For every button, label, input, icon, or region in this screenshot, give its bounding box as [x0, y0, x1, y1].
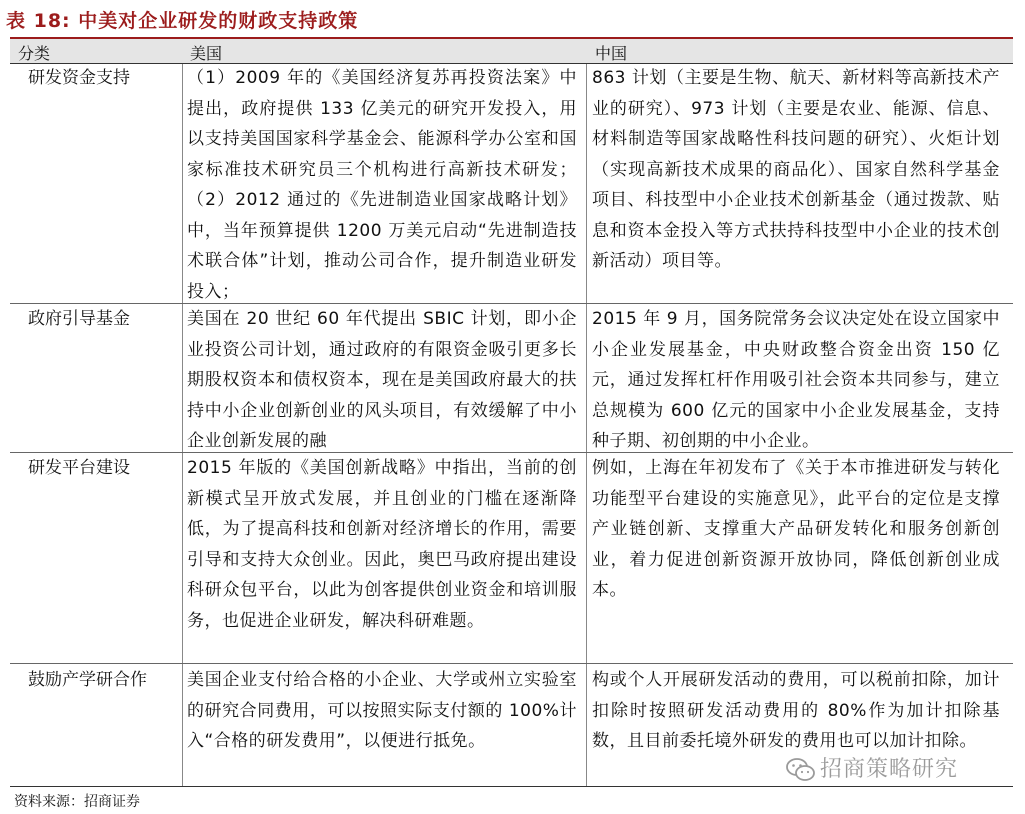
source-note: 资料来源：招商证券: [14, 794, 140, 810]
watermark-text: 招商策略研究: [820, 757, 959, 782]
row-divider: [10, 663, 1013, 664]
row-category: 研发平台建设: [28, 458, 130, 478]
table-row: [10, 304, 1013, 449]
header-us: 美国: [190, 44, 223, 63]
row-us-text: 美国在 20 世纪 60 年代提出 SBIC 计划，即小企业投资公司计划，通过政府的有限资金吸引更多长期股权资本和债权资本，现在是美国政府最大的扶持中小企业创新创业的风头项目，有效缓解了中小企业创新发展的融: [187, 309, 577, 451]
row-cn-text: 2015 年 9 月，国务院常务会议决定处在设立国家中小企业发展基金，中央财政整合资金出资 150 亿元，通过发挥杠杆作用吸引社会资本共同参与，建立总规模为 600 亿元的国家中小企业发展基金，支持种子期、初创期的中小企业。: [592, 309, 1000, 451]
table-row: [10, 63, 1013, 303]
row-cn-text: 例如，上海在年初发布了《关于本市推进研发与转化功能型平台建设的实施意见》，此平台的定位是支撑产业链创新、支撑重大产品研发转化和服务创新创业，着力促进创新资源开放协同，降低创新创业成本。: [592, 458, 1000, 600]
row-category: 研发资金支持: [28, 68, 130, 88]
row-category: 鼓励产学研合作: [28, 670, 147, 690]
row-category: 政府引导基金: [28, 309, 130, 329]
header-category: 分类: [18, 44, 51, 63]
table-title: 表 18: 中美对企业研发的财政支持政策: [6, 10, 359, 32]
row-us-text: 2015 年版的《美国创新战略》中指出，当前的创新模式呈开放式发展，并且创业的门槛在逐渐降低，为了提高科技和创新对经济增长的作用，需要引导和支持大众创业。因此，奥巴马政府提出建设科研众包平台，以此为创客提供创业资金和培训服务，也促进企业研发，解决科研难题。: [187, 458, 577, 631]
row-us-text: （1）2009 年的《美国经济复苏再投资法案》中提出，政府提供 133 亿美元的研究开发投入，用以支持美国国家科学基金会、能源科学办公室和国家标准技术研究员三个机构进行高新技术研发；（2）2012 通过的《先进制造业国家战略计划》中，当年预算提供 1200 万美元启动“先进制造技术联合体”计划，推动公司合作，提升制造业研发投入；: [187, 68, 577, 302]
row-cn-text: 863 计划（主要是生物、航天、新材料等高新技术产业的研究）、973 计划（主要是农业、能源、信息、材料制造等国家战略性科技问题的研究）、火炬计划（实现高新技术成果的商品化）、国家自然科学基金项目、科技型中小企业技术创新基金（通过拨款、贴息和资本金投入等方式扶持科技型中小企业的技术创新活动）项目等。: [592, 68, 1000, 271]
table-row: [10, 453, 1013, 663]
table-header: [10, 39, 1013, 63]
row-us-text: 美国企业支付给合格的小企业、大学或州立实验室的研究合同费用，可以按照实际支付额的 100%计入“合格的研发费用”，以便进行抵免。: [187, 670, 577, 751]
row-cn-text: 构或个人开展研发活动的费用，可以税前扣除，加计扣除时按照研发活动费用的 80%作为加计扣除基数，且目前委托境外研发的费用也可以加计扣除。: [592, 670, 1000, 751]
bottom-rule: [10, 786, 1013, 787]
watermark: [786, 752, 958, 783]
wechat-icon: [786, 757, 816, 783]
header-cn: 中国: [595, 44, 628, 63]
